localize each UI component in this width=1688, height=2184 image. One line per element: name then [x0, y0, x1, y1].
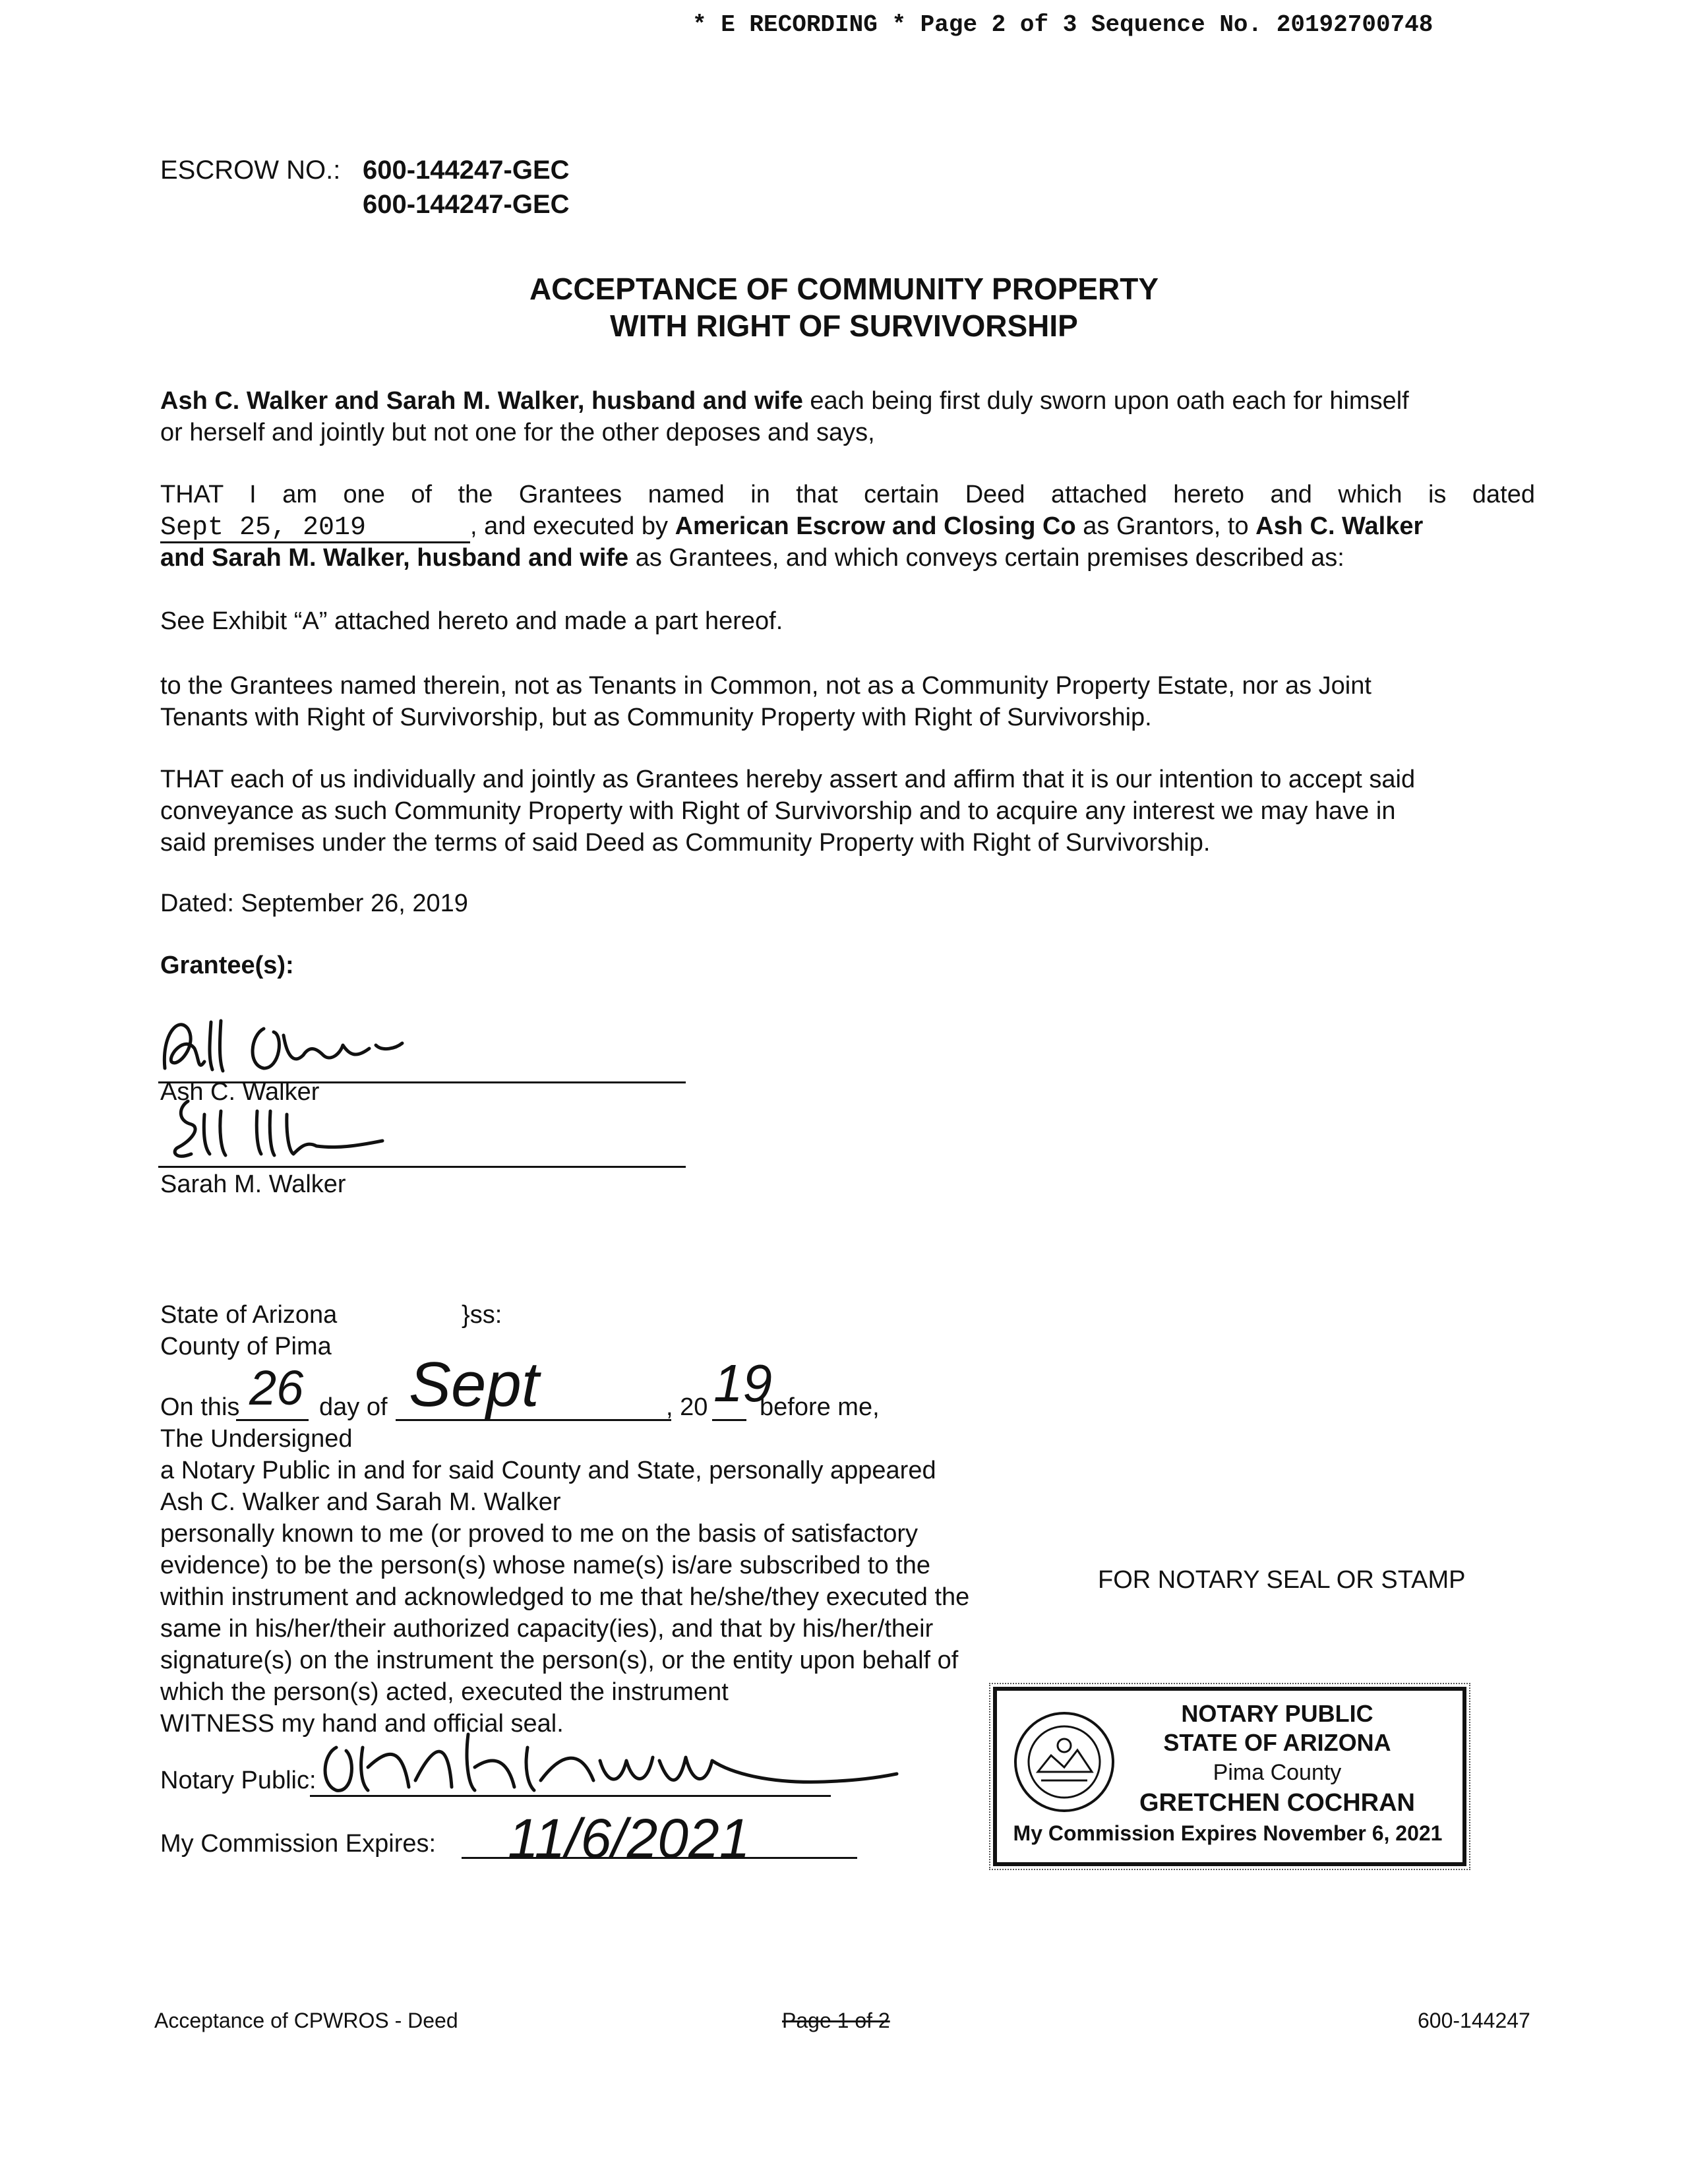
para2-line-2 [160, 510, 1423, 543]
grantees-label: Grantee(s): [160, 952, 294, 979]
exhibit-reference: See Exhibit “A” attached hereto and made a part hereof. [160, 607, 783, 635]
para1-line-1 [160, 385, 1409, 417]
grantee-name-start: Ash C. Walker [1255, 512, 1424, 540]
year-blank [712, 1419, 746, 1421]
ack-line-5: within instrument and acknowledged to me that he/she/they executed the [160, 1583, 970, 1611]
grantor-name: American Escrow and Closing Co [675, 512, 1076, 540]
para1-rest: each being first duly sworn upon oath each for himself [802, 387, 1409, 415]
venue-ss: }ss: [462, 1301, 502, 1329]
escrow-label: ESCROW NO.: [160, 156, 341, 185]
ack-line-2: Ash C. Walker and Sarah M. Walker [160, 1488, 561, 1516]
escrow-number-1: 600-144247-GEC [363, 156, 570, 185]
para4-line-1: to the Grantees named therein, not as Tenants in Common, not as a Community Property Estate, nor as Joint [160, 672, 1372, 700]
notary-public-label: Notary Public: [160, 1767, 316, 1794]
footer-left: Acceptance of CPWROS - Deed [154, 2009, 458, 2032]
day-blank [236, 1419, 309, 1421]
para4-line-2: Tenants with Right of Survivorship, but as Community Property with Right of Survivorship. [160, 704, 1152, 731]
escrow-number-2: 600-144247-GEC [363, 190, 570, 219]
ack-line-4: evidence) to be the person(s) whose name(s) is/are subscribed to the [160, 1552, 931, 1579]
signer-1-name: Ash C. Walker [160, 1078, 320, 1106]
footer-right: 600-144247 [1418, 2009, 1530, 2032]
para2-rest: as Grantees, and which conveys certain premises described as: [628, 544, 1344, 572]
ack-line-7: signature(s) on the instrument the person(s), or the entity upon behalf of [160, 1647, 959, 1674]
deed-date-typed: Sept 25, 2019 [160, 515, 470, 543]
ack-line-6: same in his/her/their authorized capacity(ies), and that by his/her/their [160, 1615, 934, 1643]
stamp-line-1: NOTARY PUBLIC [1181, 1700, 1373, 1727]
notary-signature [310, 1721, 923, 1807]
commission-label: My Commission Expires: [160, 1830, 437, 1858]
footer-page: Page 1 of 2 [782, 2009, 890, 2032]
undersigned: The Undersigned [160, 1425, 353, 1453]
stamp-line-5: My Commission Expires November 6, 2021 [1013, 1821, 1443, 1845]
para2-text-b: as Grantors, to [1075, 512, 1256, 540]
stamp-line-4: GRETCHEN COCHRAN [1139, 1789, 1415, 1817]
signature-sarah-walker [158, 1095, 422, 1167]
year-prefix: , 20 [666, 1393, 708, 1421]
day-of-label: day of [319, 1393, 388, 1421]
para1-line-2: or herself and jointly but not one for the other deposes and says, [160, 419, 875, 446]
signature-line-2 [158, 1166, 686, 1168]
year-handwritten: 19 [713, 1354, 772, 1412]
para2-line-3 [160, 542, 1344, 574]
on-this-label: On this [160, 1393, 240, 1421]
para2-text-a: , and executed by [470, 512, 675, 540]
seal-caption: FOR NOTARY SEAL OR STAMP [1098, 1566, 1466, 1594]
stamp-line-3: Pima County [1213, 1760, 1342, 1785]
venue-state: State of Arizona [160, 1301, 338, 1329]
witness-line: WITNESS my hand and official seal. [160, 1710, 564, 1738]
venue-county: County of Pima [160, 1333, 332, 1360]
grantee-name-end: and Sarah M. Walker, husband and wife [160, 544, 629, 572]
para5-line-3: said premises under the terms of said Deed as Community Property with Right of Survivorship. [160, 829, 1211, 857]
day-handwritten: 26 [249, 1360, 304, 1415]
month-handwritten: Sept [409, 1349, 539, 1420]
document-title-line-1: ACCEPTANCE OF COMMUNITY PROPERTY [529, 272, 1159, 306]
document-title-line-2: WITH RIGHT OF SURVIVORSHIP [610, 309, 1078, 343]
ack-line-3: personally known to me (or proved to me on the basis of satisfactory [160, 1520, 918, 1548]
before-me-label: before me, [760, 1393, 880, 1421]
para2-line-1: THAT I am one of the Grantees named in that certain Deed attached hereto and which is dated [160, 481, 1535, 508]
ack-line-1: a Notary Public in and for said County and State, personally appeared [160, 1457, 936, 1484]
grantee-names: Ash C. Walker and Sarah M. Walker, husband and wife [160, 387, 803, 415]
ack-line-8: which the person(s) acted, executed the instrument [160, 1678, 729, 1706]
signer-2-name: Sarah M. Walker [160, 1170, 346, 1198]
notary-stamp [993, 1687, 1466, 1866]
para5-line-1: THAT each of us individually and jointly as Grantees hereby assert and affirm that it is our intention to accept said [160, 766, 1416, 793]
commission-handwritten: 11/6/2021 [508, 1807, 750, 1869]
recording-header: * E RECORDING * Page 2 of 3 Sequence No. 20192700748 [692, 11, 1433, 38]
stamp-line-2: STATE OF ARIZONA [1163, 1729, 1391, 1756]
state-seal-icon [1011, 1709, 1117, 1815]
notary-signature-line [310, 1795, 831, 1797]
signature-ash-walker [158, 1009, 435, 1081]
para5-line-2: conveyance as such Community Property with Right of Survivorship and to acquire any interest we may have in [160, 797, 1396, 825]
dated: Dated: September 26, 2019 [160, 890, 468, 917]
